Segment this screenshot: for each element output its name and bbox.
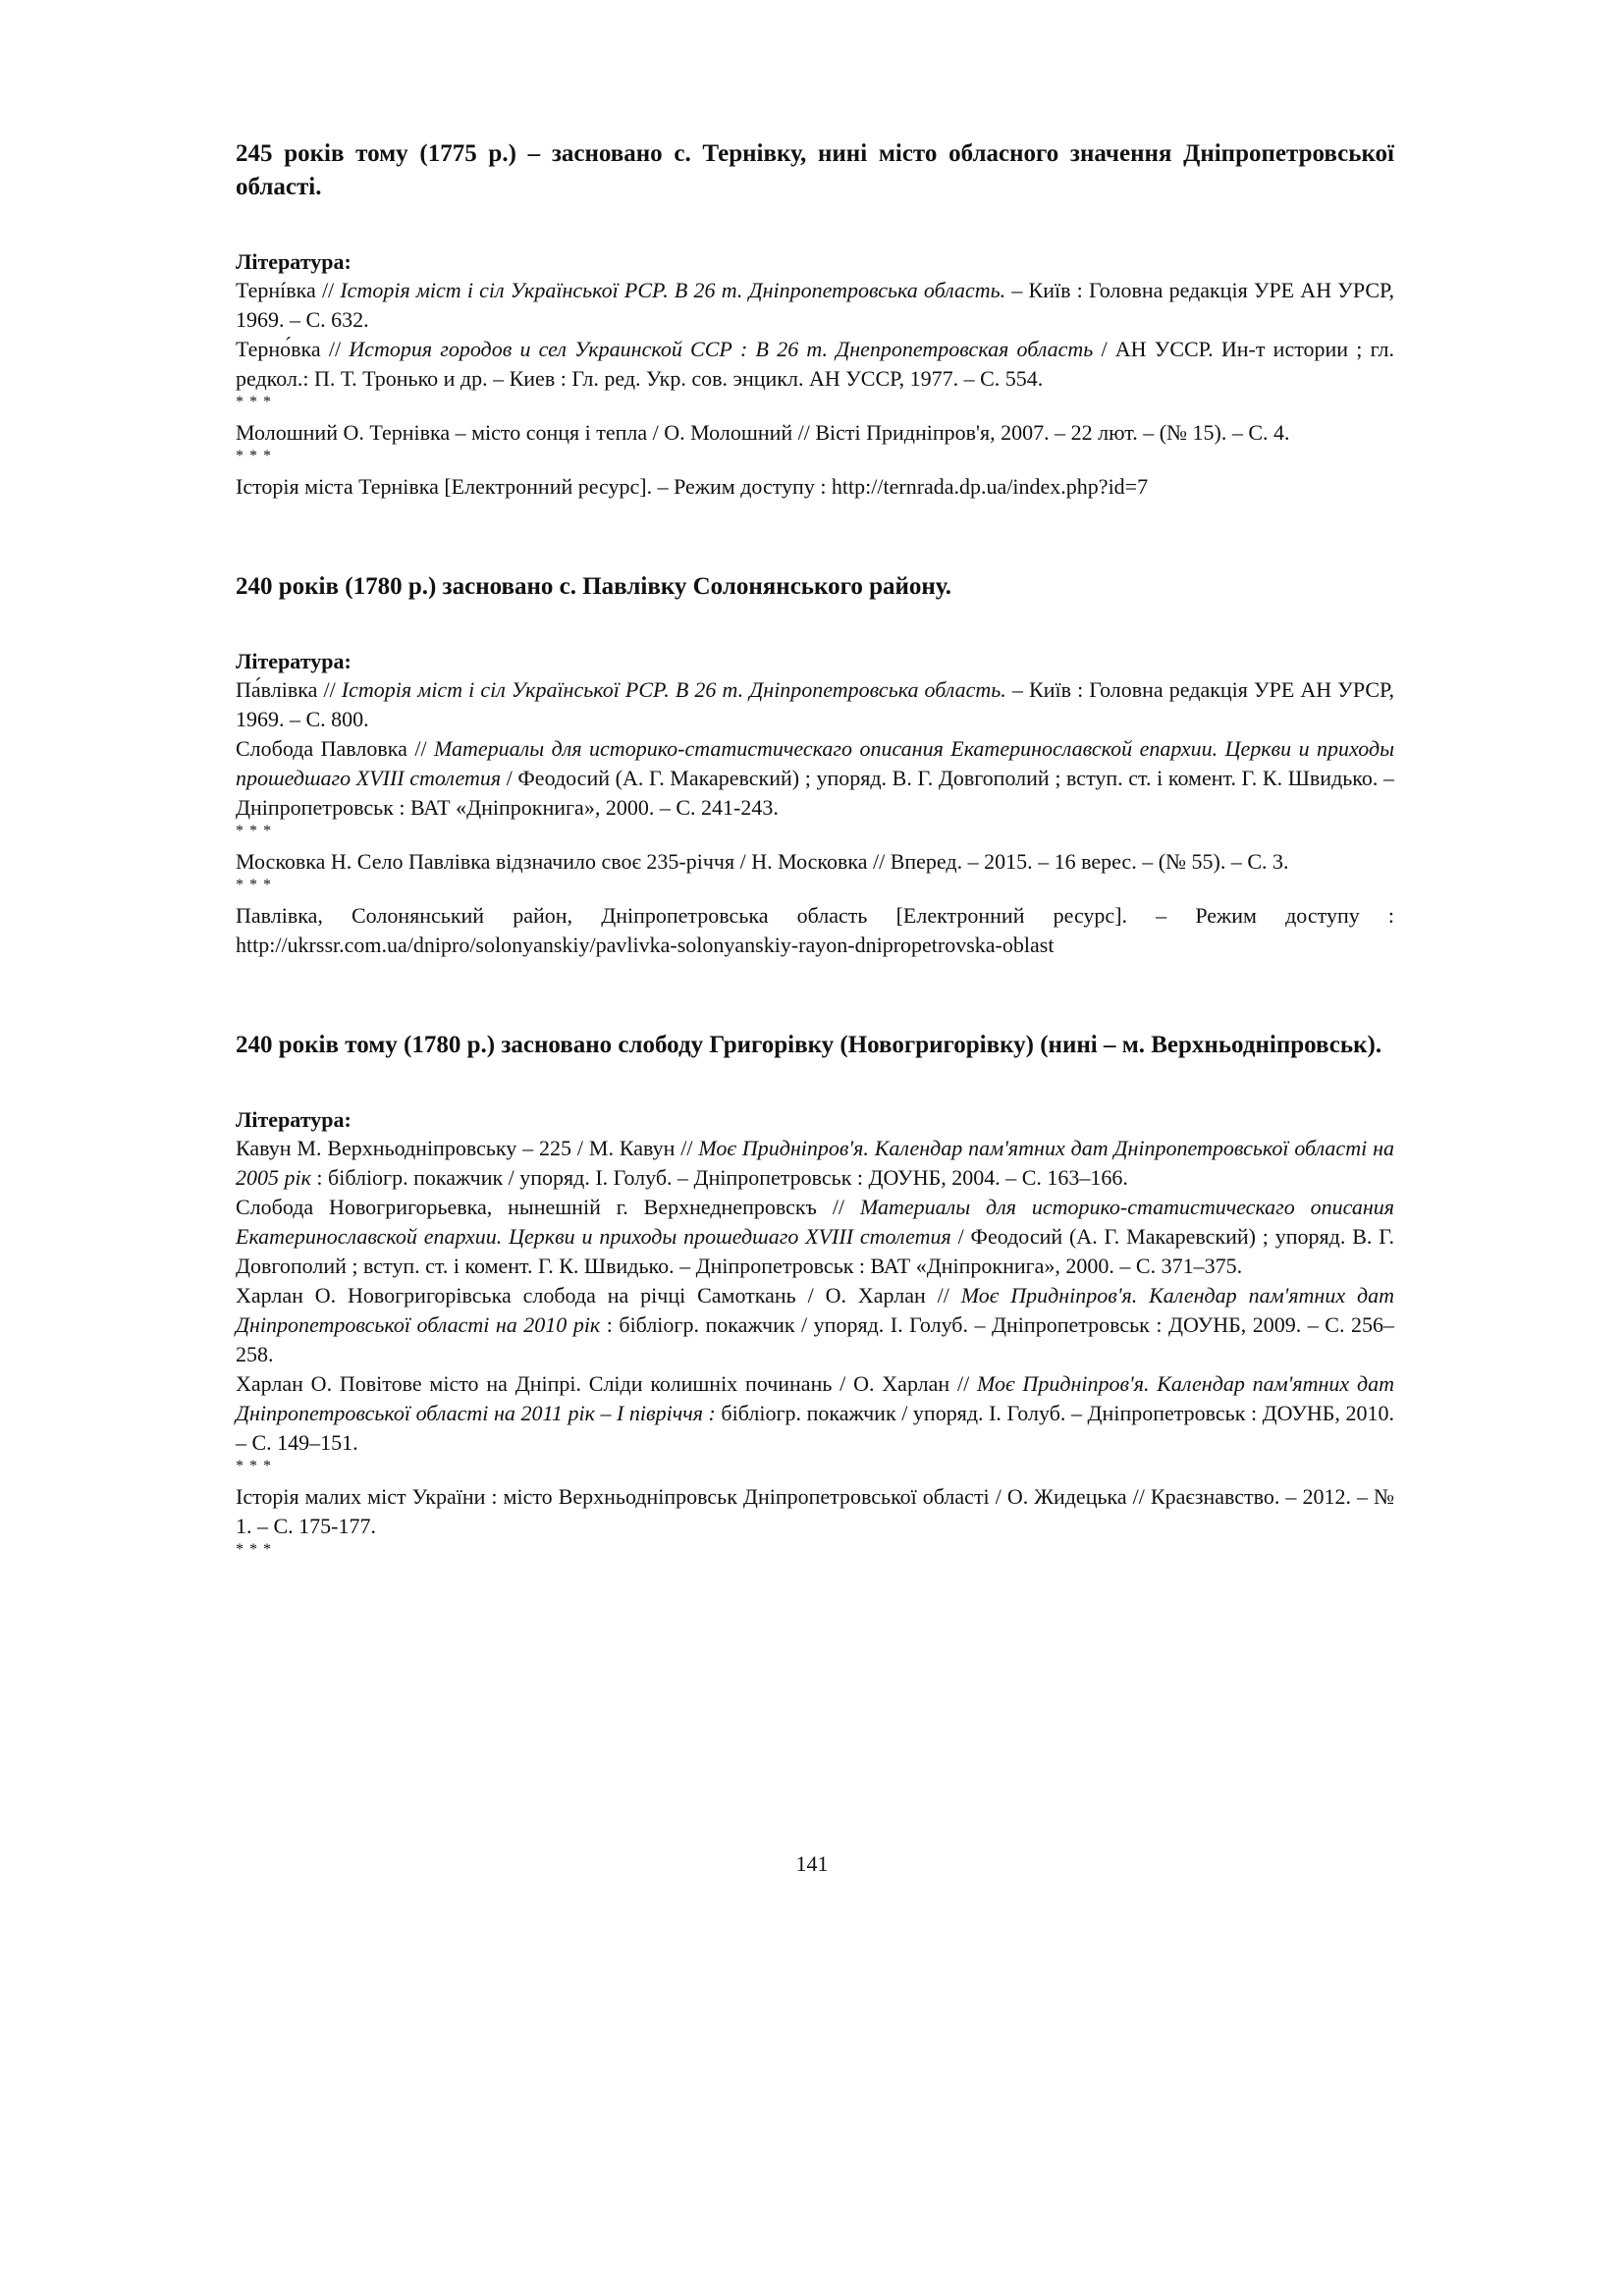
page-number: 141 — [795, 1851, 829, 1876]
section-pavlivka — [236, 570, 1394, 960]
bibliography-entry: Харлан О. Повітове місто на Дніпрі. Сліди колишніх починань / О. Харлан // Моє Придніпров'я. Календар пам'ятних дат Дніпропетровської області на 2011 рік – І півріччя : бібліогр. покажчик / упоряд. І. Голуб. – Дніпропетровськ : ДОУНБ, 2010. – С. 149–151. — [236, 1371, 1394, 1455]
separator: * * * — [236, 448, 272, 464]
separator: * * * — [236, 877, 272, 893]
bibliography-entry: Тернíвка // Історія міст і сіл Української РСР. В 26 т. Дніпропетровська область. – Київ : Головна редакція УРЕ АН УРСР, 1969. – С. 632. — [236, 278, 1395, 332]
document-page — [236, 137, 1394, 1566]
separator: * * * — [236, 823, 272, 839]
section-heading: 240 років тому (1780 р.) засновано слободу Григорівку (Новогригорівку) (нині – м. Верхньодніпровськ). — [236, 1032, 1382, 1058]
separator: * * * — [236, 1541, 272, 1558]
bibliography-entry: Слобода Павловка // Материалы для историко-статистическаго описания Екатеринославской епархии. Церкви и приходы прошедшаго XVIII столетия / Феодосий (А. Г. Макаревский) ; упоряд. В. Г. Довгополий ; вступ. ст. і комент. Г. К. Швидько. – Дніпропетровськ : ВАТ «Дніпрокнига», 2000. – С. 241-243. — [236, 736, 1394, 820]
section-verkhnodniprovsk — [236, 1029, 1394, 1558]
bibliography-entry: Терно́вка // История городов и сел Украинской ССР : В 26 т. Днепропетровская область / АН УССР. Ин-т истории ; гл. редкол.: П. Т. Тронько и др. – Киев : Гл. ред. Укр. сов. энцикл. АН УССР, 1977. – С. 554. — [236, 337, 1394, 391]
bibliography-entry: Кавун М. Верхньодніпровську – 225 / М. Кавун // Моє Придніпров'я. Календар пам'ятних дат Дніпропетровської області на 2005 рік : бібліогр. покажчик / упоряд. І. Голуб. – Дніпропетровськ : ДОУНБ, 2004. – С. 163–166. — [236, 1136, 1394, 1190]
section-heading: 245 років тому (1775 р.) – засновано с. Тернівку, нині місто обласного значення Дніпропетровської області. — [236, 140, 1394, 200]
separator: * * * — [236, 394, 272, 410]
bibliography-entry: Павлівка, Солонянський район, Дніпропетровська область [Електронний ресурс]. – Режим доступу : http://ukrssr.com.ua/dnipro/solonyanskiy/pavlivka-solonyanskiy-rayon-dnipropetrovska-oblast — [236, 903, 1394, 957]
literature-label: Література: — [236, 649, 352, 673]
bibliography-entry: Московка Н. Село Павлівка відзначило своє 235-річчя / Н. Московка // Вперед. – 2015. – 16 верес. – (№ 55). – С. 3. — [236, 849, 1289, 874]
bibliography-entry: Історія малих міст України : місто Верхньодніпровськ Дніпропетровської області / О. Жидецька // Краєзнавство. – 2012. – № 1. – С. 175-177. — [236, 1484, 1394, 1538]
bibliography-entry: Слобода Новогригорьевка, нынешній г. Верхнеднепровскъ // Материалы для историко-статистическаго описания Екатеринославской епархии. Церкви и приходы прошедшаго XVIII столетия / Феодосий (А. Г. Макаревский) ; упоряд. В. Г. Довгополий ; вступ. ст. і комент. Г. К. Швидько. – Дніпропетровськ : ВАТ «Дніпрокнига», 2000. – С. 371–375. — [236, 1195, 1394, 1278]
literature-label: Література: — [236, 1107, 352, 1132]
bibliography-entry: Харлан О. Новогригорівська слобода на річці Самоткань / О. Харлан // Моє Придніпров'я. Календар пам'ятних дат Дніпропетровської області на 2010 рік : бібліогр. покажчик / упоряд. І. Голуб. – Дніпропетровськ : ДОУНБ, 2009. – С. 256–258. — [236, 1283, 1395, 1366]
section-ternivka — [236, 137, 1394, 502]
section-heading: 240 років (1780 р.) засновано с. Павлівку Солонянського району. — [236, 573, 952, 600]
bibliography-entry: Історія міста Тернівка [Електронний ресурс]. – Режим доступу : http://ternrada.dp.ua/index.php?id=7 — [236, 474, 1149, 499]
bibliography-entry: Молошний О. Тернівка – місто сонця і тепла / О. Молошний // Вісті Придніпров'я, 2007. – 22 лют. – (№ 15). – С. 4. — [236, 420, 1290, 445]
bibliography-entry: Па́влівка // Історія міст і сіл Української РСР. В 26 т. Дніпропетровська область. – Київ : Головна редакція УРЕ АН УРСР, 1969. – С. 800. — [236, 677, 1394, 731]
literature-label: Література: — [236, 249, 352, 274]
separator: * * * — [236, 1458, 272, 1474]
